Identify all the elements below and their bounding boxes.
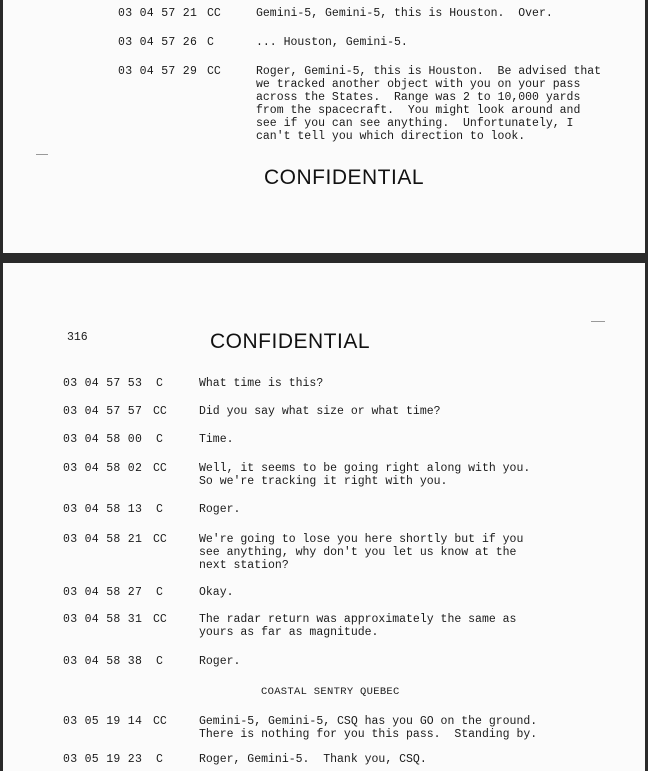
entry-speaker: C xyxy=(207,36,214,49)
entry-timestamp: 03 04 57 26 xyxy=(118,36,198,49)
entry-speaker: C xyxy=(156,433,163,446)
entry-text: Did you say what size or what time? xyxy=(199,405,441,418)
entry-timestamp: 03 04 58 13 xyxy=(63,503,143,516)
entry-timestamp: 03 04 57 57 xyxy=(63,405,143,418)
transcript-page-bottom xyxy=(3,263,645,771)
entry-timestamp: 03 04 58 38 xyxy=(63,655,143,668)
entry-timestamp: 03 04 57 21 xyxy=(118,7,198,20)
entry-text: Okay. xyxy=(199,586,234,599)
entry-text: Roger, Gemini-5. Thank you, CSQ. xyxy=(199,753,427,766)
entry-speaker: CC xyxy=(153,462,167,475)
entry-timestamp: 03 04 58 27 xyxy=(63,586,143,599)
entry-speaker: CC xyxy=(153,405,167,418)
entry-text: Roger, Gemini-5, this is Houston. Be advised that we tracked another object with you on your pass across the States. Range was 2 to 10,000 yards from the spacecraft. You might look around and see if you can see anything. Unfortunately, I can't tell you which direction to look. xyxy=(256,65,602,143)
entry-speaker: CC xyxy=(207,65,221,78)
transcript-page-top xyxy=(3,0,645,253)
entry-speaker: CC xyxy=(207,7,221,20)
station-heading: COASTAL SENTRY QUEBEC xyxy=(261,686,400,698)
entry-text: The radar return was approximately the same as yours as far as magnitude. xyxy=(199,613,517,639)
entry-text: Well, it seems to be going right along with you. So we're tracking it right with you. xyxy=(199,462,531,488)
entry-text: Gemini-5, Gemini-5, CSQ has you GO on the ground. There is nothing for you this pass. Standing by. xyxy=(199,715,538,741)
entry-text: Gemini-5, Gemini-5, this is Houston. Over. xyxy=(256,7,553,20)
confidential-header: CONFIDENTIAL xyxy=(210,330,371,353)
entry-speaker: C xyxy=(156,753,163,766)
entry-text: ... Houston, Gemini-5. xyxy=(256,36,408,49)
entry-speaker: C xyxy=(156,377,163,390)
scan-speck xyxy=(36,154,48,155)
entry-timestamp: 03 04 57 29 xyxy=(118,65,198,78)
page-number: 316 xyxy=(67,331,88,344)
entry-text: We're going to lose you here shortly but if you see anything, why don't you let us know at the next station? xyxy=(199,533,524,572)
entry-speaker: C xyxy=(156,586,163,599)
entry-timestamp: 03 04 58 02 xyxy=(63,462,143,475)
entry-speaker: C xyxy=(156,655,163,668)
entry-timestamp: 03 04 57 53 xyxy=(63,377,143,390)
entry-speaker: CC xyxy=(153,533,167,546)
entry-speaker: C xyxy=(156,503,163,516)
entry-text: Roger. xyxy=(199,503,241,516)
entry-speaker: CC xyxy=(153,613,167,626)
confidential-footer: CONFIDENTIAL xyxy=(264,166,425,189)
entry-timestamp: 03 05 19 23 xyxy=(63,753,143,766)
entry-speaker: CC xyxy=(153,715,167,728)
entry-text: Time. xyxy=(199,433,234,446)
scan-speck xyxy=(591,321,605,322)
entry-timestamp: 03 04 58 21 xyxy=(63,533,143,546)
entry-text: Roger. xyxy=(199,655,241,668)
entry-timestamp: 03 04 58 31 xyxy=(63,613,143,626)
entry-timestamp: 03 05 19 14 xyxy=(63,715,143,728)
entry-text: What time is this? xyxy=(199,377,324,390)
entry-timestamp: 03 04 58 00 xyxy=(63,433,143,446)
